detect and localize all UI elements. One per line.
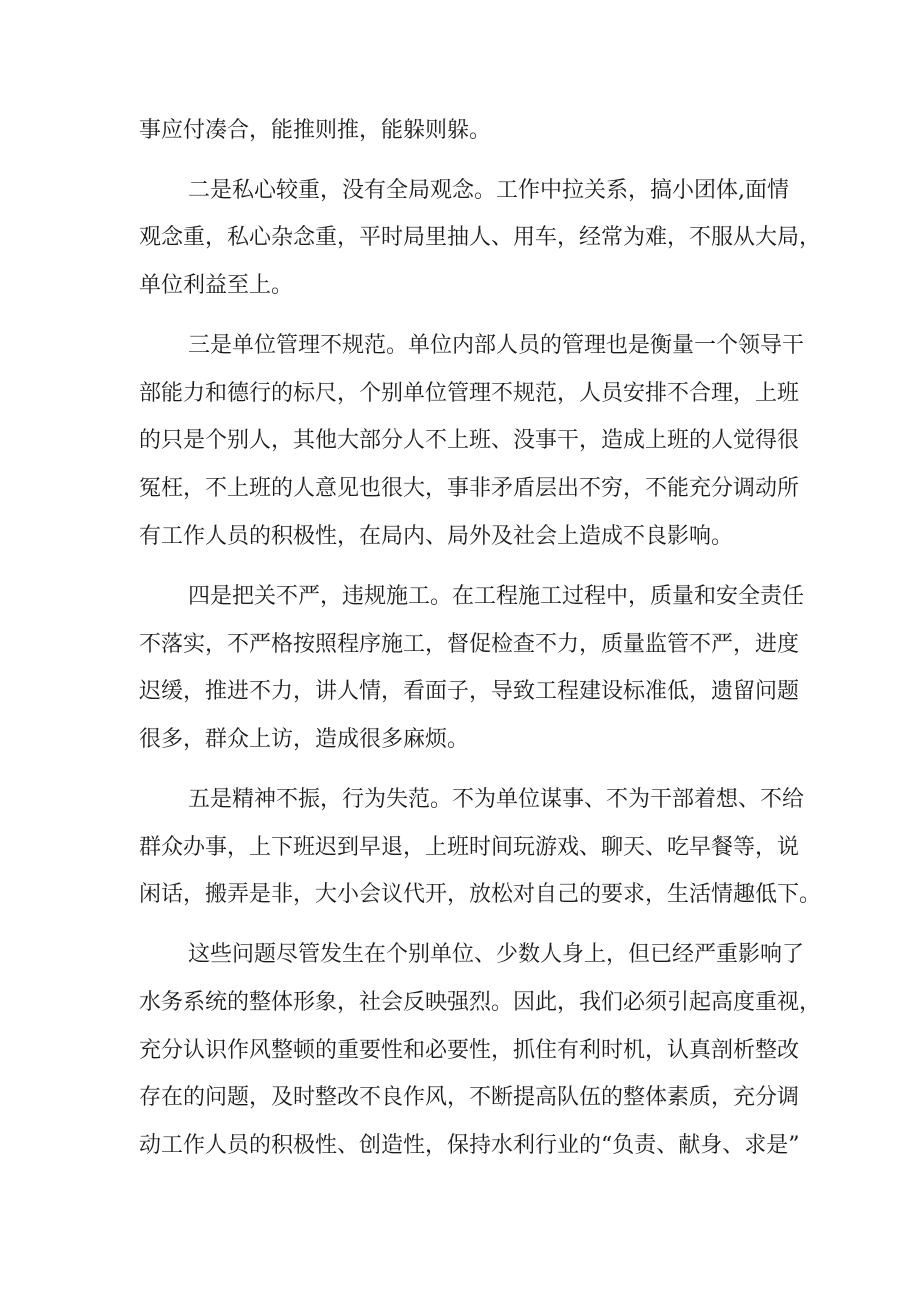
paragraph-heading-line: 三是单位管理不规范。单位内部人员的管理也是衡量一个领导干 bbox=[188, 333, 805, 358]
text-line: 冤枉，不上班的人意见也很大，事非矛盾层出不穷，不能充分调动所 bbox=[139, 476, 800, 501]
text-line: 单位利益至上。 bbox=[139, 273, 294, 298]
text-line: 观念重，私心杂念重，平时局里抽人、用车，经常为难，不服从大局， bbox=[139, 225, 822, 250]
text-line: 部能力和德行的标尺，个别单位管理不规范，人员安排不合理，上班 bbox=[139, 381, 800, 406]
text-line: 不落实，不严格按照程序施工，督促检查不力，质量监管不严，进度 bbox=[139, 632, 800, 657]
text-line: 水务系统的整体形象，社会反映强烈。因此，我们必须引起高度重视， bbox=[139, 990, 822, 1015]
paragraph-heading-line: 五是精神不振，行为失范。不为单位谋事、不为干部着想、不给 bbox=[188, 787, 805, 812]
text-line: 迟缓，推进不力，讲人情，看面子，导致工程建设标准低，遗留问题 bbox=[139, 679, 800, 704]
text-line: 群众办事，上下班迟到早退，上班时间玩游戏、聊天、吃早餐等，说 bbox=[139, 835, 800, 860]
text-line: 存在的问题，及时整改不良作风，不断提高队伍的整体素质，充分调 bbox=[139, 1085, 800, 1110]
paragraph-first-line: 这些问题尽管发生在个别单位、少数人身上，但已经严重影响了 bbox=[188, 942, 805, 967]
text-line: 很多，群众上访，造成很多麻烦。 bbox=[139, 727, 470, 752]
text-line: 有工作人员的积极性，在局内、局外及社会上造成不良影响。 bbox=[139, 524, 734, 549]
paragraph-heading-line: 二是私心较重，没有全局观念。工作中拉关系，搞小团体,面情 bbox=[188, 178, 789, 203]
text-line: 动工作人员的积极性、创造性，保持水利行业的“负责、献身、求是” bbox=[139, 1133, 800, 1158]
text-line: 事应付凑合，能推则推，能躲则躲。 bbox=[139, 118, 492, 143]
text-line: 闲话，搬弄是非，大小会议代开，放松对自己的要求，生活情趣低下。 bbox=[139, 882, 822, 907]
text-line: 的只是个别人，其他大部分人不上班、没事干，造成上班的人觉得很 bbox=[139, 428, 800, 453]
paragraph-heading-line: 四是把关不严，违规施工。在工程施工过程中，质量和安全责任 bbox=[188, 584, 805, 609]
text-line: 充分认识作风整顿的重要性和必要性，抓住有利时机，认真剖析整改 bbox=[139, 1038, 800, 1063]
